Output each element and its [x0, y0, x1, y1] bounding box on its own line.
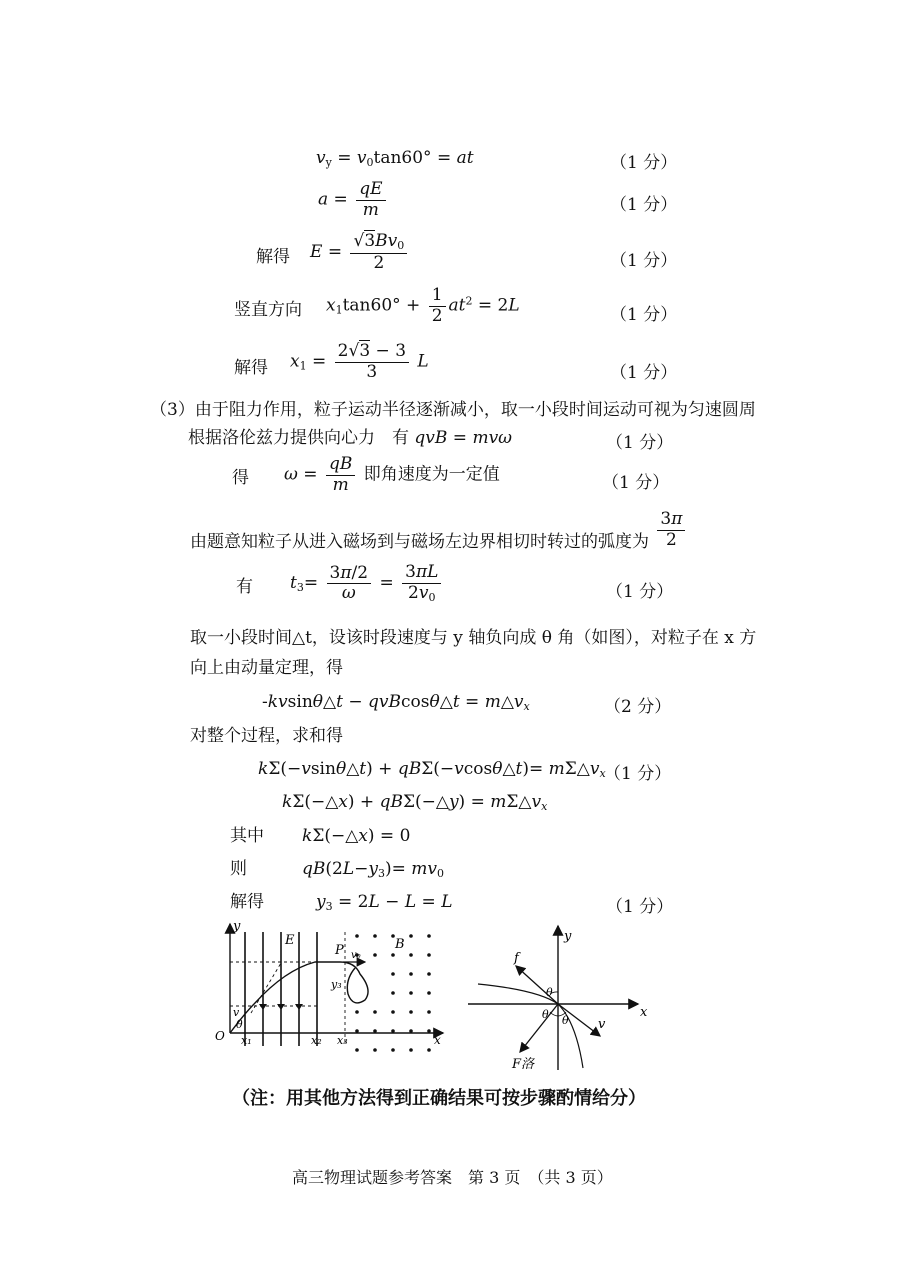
fig1-label-y3: y₃	[331, 978, 342, 991]
points-lorentz: （1 分）	[606, 433, 674, 453]
fig1-label-P: P	[335, 943, 344, 958]
fig1-label-B: B	[395, 937, 405, 952]
equation-vertical: x1tan60° + $\frac{1}{2}$ $at^2 = 2L$	[326, 285, 520, 326]
field-dot	[391, 1010, 395, 1014]
points-momentum: （2 分）	[604, 697, 672, 717]
field-dot	[427, 934, 431, 938]
equation-E-label: 解得	[256, 247, 290, 267]
points-omega: （1 分）	[602, 473, 670, 493]
arc-text: 由题意知粒子从进入磁场到与磁场左边界相切时转过的弧度为	[190, 531, 649, 552]
fig2-label-theta3: θ	[562, 1014, 569, 1027]
fig1-label-v0: v₀	[351, 950, 361, 961]
fig2-label-F: F洛	[512, 1057, 535, 1072]
field-dot	[391, 991, 395, 995]
field-dot	[427, 972, 431, 976]
omega-suffix: 即角速度为一定值	[363, 464, 500, 485]
fig1-label-x3: x₃	[337, 1034, 348, 1047]
fig2-label-v: v	[598, 1017, 606, 1032]
points-y3: （1 分）	[606, 897, 674, 917]
field-dot	[355, 1048, 359, 1052]
fig1-label-y: y	[233, 919, 241, 934]
equation-sum1: kΣ(−vsinθ△t) + qBΣ(−vcosθ△t)= mΣ△vx	[258, 759, 606, 780]
field-dot	[373, 1010, 377, 1014]
fig1-label-O: O	[215, 1029, 225, 1043]
vertical-label: 竖直方向	[234, 300, 302, 320]
field-dot	[409, 991, 413, 995]
qizhong-label: 其中	[230, 826, 264, 846]
fig2-label-theta2: θ	[542, 1008, 549, 1021]
equation-omega: ω = $\frac{qB}{m}$ 即角速度为一定值	[284, 454, 500, 495]
field-dot	[409, 972, 413, 976]
field-dot	[355, 1010, 359, 1014]
points-x1: （1 分）	[610, 363, 678, 383]
field-dot	[391, 1029, 395, 1033]
field-dot	[391, 972, 395, 976]
field-dot	[409, 953, 413, 957]
points-E: （1 分）	[610, 251, 678, 271]
part3-line2-text: 根据洛伦兹力提供向心力 有	[188, 428, 409, 448]
field-dot	[355, 934, 359, 938]
sum-text: 对整个过程，求和得	[190, 726, 343, 746]
fig1-label-theta: θ	[236, 1018, 243, 1031]
equation-vy: vy = v0tan60° = at	[316, 148, 474, 169]
part3-line1: （3）由于阻力作用，粒子运动半径逐渐减小，取一小段时间运动可视为匀速圆周	[150, 400, 756, 420]
field-dot	[373, 934, 377, 938]
x1-label: 解得	[234, 358, 268, 378]
fig2-lorentz-arrow	[520, 1004, 558, 1052]
momentum-line2: 向上由动量定理，得	[190, 658, 343, 678]
field-dot	[409, 1010, 413, 1014]
figure-field-diagram	[205, 918, 450, 1078]
field-dot	[427, 1010, 431, 1014]
field-dot	[355, 1029, 359, 1033]
fig1-label-x: x	[434, 1033, 441, 1047]
points-sum: （1 分）	[604, 764, 672, 784]
dashed-guides	[230, 932, 345, 1046]
fig2-label-x: x	[640, 1005, 648, 1020]
field-dot	[409, 1029, 413, 1033]
fig2-label-theta1: θ	[546, 986, 553, 999]
field-dot	[391, 1048, 395, 1052]
field-dot	[427, 991, 431, 995]
equation-y3: y3 = 2L − L = L	[316, 892, 453, 913]
points-t3: （1 分）	[606, 582, 674, 602]
jiede-label: 解得	[230, 892, 264, 912]
field-dot	[373, 953, 377, 957]
field-dot	[409, 934, 413, 938]
figure-force-diagram	[458, 918, 658, 1080]
equation-momentum: -kvsinθ△t − qvBcosθ△t = m△vx	[262, 692, 530, 713]
part3-line2: 根据洛伦兹力提供向心力 有 qvB = mvω	[188, 428, 513, 448]
fig1-label-v: v	[233, 1006, 240, 1019]
field-dot	[373, 1029, 377, 1033]
field-dot	[427, 1029, 431, 1033]
page-footer: 高三物理试题参考答案 第 3 页 （共 3 页）	[292, 1168, 613, 1187]
fig1-label-x2: x₂	[311, 1034, 322, 1047]
field-dot	[427, 953, 431, 957]
fig1-label-E: E	[285, 933, 295, 948]
field-arrows	[259, 1004, 303, 1010]
equation-E: E = $\frac{√3Bv0}{2}$	[310, 232, 410, 273]
momentum-line1: 取一小段时间△t，设该时段速度与 y 轴负向成 θ 角（如图），对粒子在 x 方	[190, 628, 757, 648]
electric-field-lines	[245, 932, 317, 1046]
field-dot	[391, 953, 395, 957]
arc-sentence: 由题意知粒子从进入磁场到与磁场左边界相切时转过的弧度为 $\frac{3\pi}{2}$	[190, 510, 688, 550]
omega-prefix: 得	[232, 468, 249, 488]
equation-sum2: kΣ(−△x) + qBΣ(−△y) = mΣ△vx	[282, 792, 548, 813]
equation-a: a = $\frac{qE}{m}$	[318, 180, 389, 220]
fig2-label-f: f	[514, 951, 519, 966]
field-dot	[409, 1048, 413, 1052]
points-vertical: （1 分）	[610, 305, 678, 325]
ze-label: 则	[230, 859, 247, 879]
points-vy: （1 分）	[610, 153, 678, 173]
equation-qizhong: kΣ(−△x) = 0	[302, 826, 411, 846]
field-dot	[427, 1048, 431, 1052]
equation-ze: qB(2L−y3)= mv0	[302, 859, 444, 880]
magnetic-field-dots	[355, 934, 431, 1052]
fig2-label-y: y	[564, 929, 572, 944]
field-dot	[373, 1048, 377, 1052]
points-a: （1 分）	[610, 195, 678, 215]
fig1-label-x1: x₁	[241, 1034, 252, 1047]
note: （注：用其他方法得到正确结果可按步骤酌情给分）	[232, 1088, 646, 1109]
equation-t3: t3= $\frac{3\pi/2}{\omega}$ = $\frac{3\pi L}{2v0}$	[290, 563, 444, 604]
t3-prefix: 有	[236, 577, 253, 597]
equation-x1: x1 = $\frac{2√3 - 3}{3}$ L	[290, 341, 429, 382]
